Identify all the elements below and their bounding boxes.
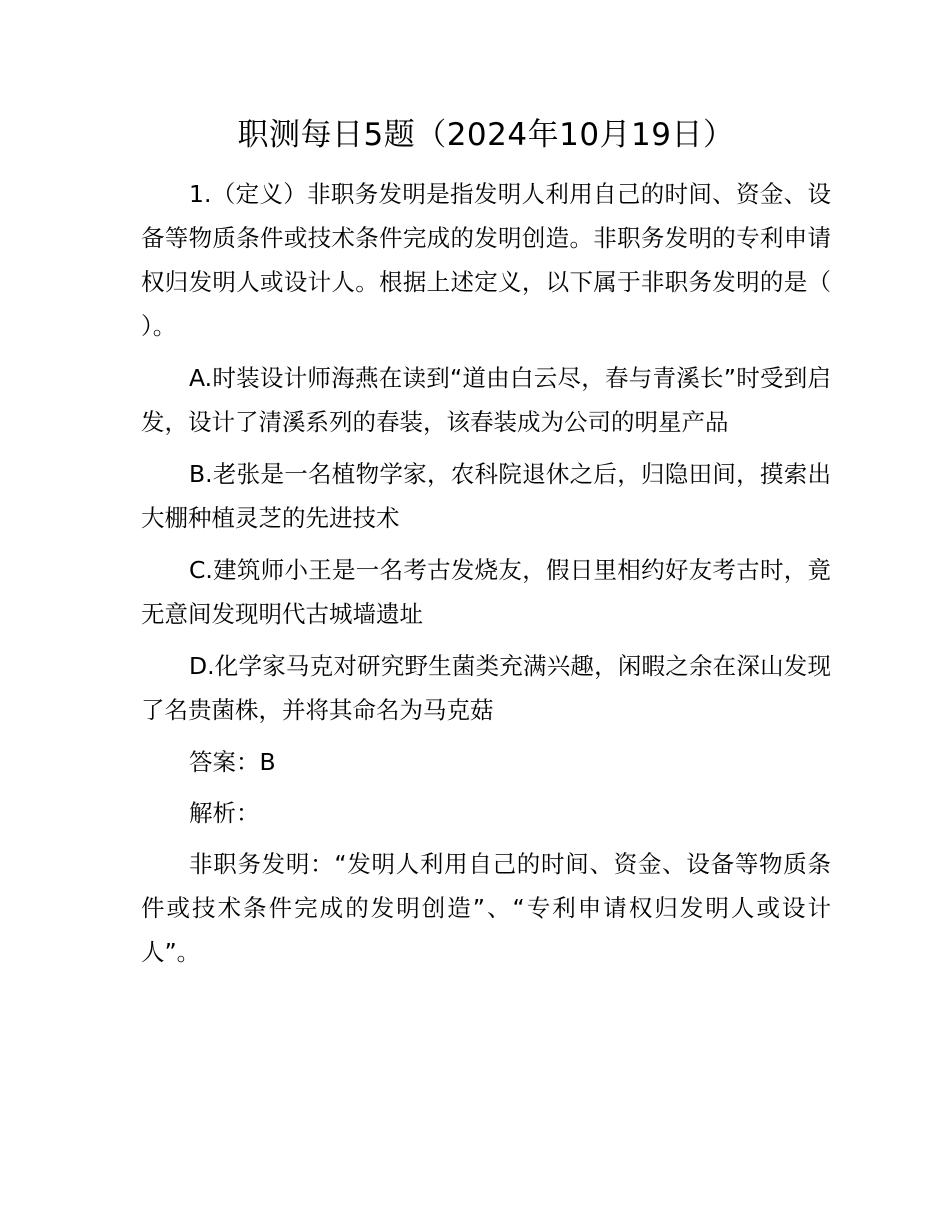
analysis-heading: 解析： xyxy=(189,799,260,827)
option-a: A.时装设计师海燕在读到“道由白云尽，春与青溪长”时受到启发，设计了清溪系列的春装，该春装成为公司的明星产品 xyxy=(141,364,831,436)
answer-line: 答案：B xyxy=(189,748,276,776)
option-b: B.老张是一名植物学家，农科院退休之后，归隐田间，摸索出大棚种植灵芝的先进技术 xyxy=(141,460,831,532)
document-page xyxy=(141,108,831,982)
option-d: D.化学家马克对研究野生菌类充满兴趣，闲暇之余在深山发现了名贵菌株，并将其命名为马克菇 xyxy=(141,652,831,724)
option-c: C.建筑师小王是一名考古发烧友，假日里相约好友考古时，竟无意间发现明代古城墙遗址 xyxy=(141,556,831,628)
question-stem: 1.（定义）非职务发明是指发明人利用自己的时间、资金、设备等物质条件或技术条件完成的发明创造。非职务发明的专利申请权归发明人或设计人。根据上述定义，以下属于非职务发明的是（ ）。 xyxy=(141,180,831,340)
document-title: 职测每日5题（2024年10月19日） xyxy=(237,117,735,153)
analysis-text: 非职务发明：“发明人利用自己的时间、资金、设备等物质条件或技术条件完成的发明创造”、“专利申请权归发明人或设计人”。 xyxy=(141,850,831,966)
